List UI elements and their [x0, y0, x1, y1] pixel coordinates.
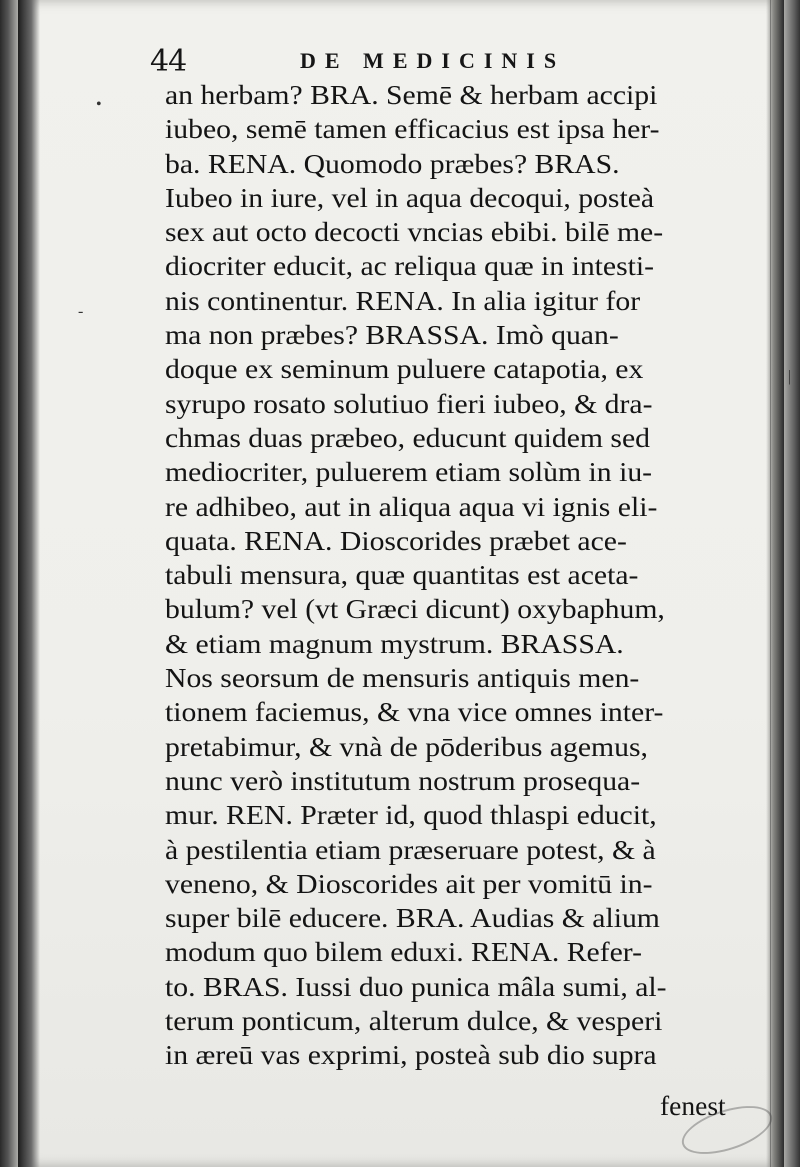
text-line: quata. RENA. Dioscorides præbet ace-	[165, 524, 627, 556]
text-line: ma non præbes? BRASSA. Imò quan-	[165, 319, 619, 351]
text-line: Iubeo in iure, vel in aqua decoqui, posteà	[165, 181, 655, 213]
text-line: mur. REN. Præter id, quod thlaspi educit,	[165, 799, 657, 831]
text-line: & etiam magnum mystrum. BRASSA.	[165, 627, 624, 659]
text-line: an herbam? BRA. Semē & herbam accipi	[165, 79, 658, 110]
margin-dot: -	[78, 303, 84, 320]
text-line: tionem faciemus, & vna vice omnes inter-	[165, 696, 664, 728]
text-line: nis continentur. RENA. In alia igitur for	[165, 284, 641, 316]
body-text	[165, 78, 745, 1073]
text-line: à pestilentia etiam præseruare potest, & à	[165, 833, 656, 865]
next-page-edge	[770, 0, 781, 1167]
text-line: Nos seorsum de mensuris antiquis men-	[165, 662, 640, 694]
text-line: ba. RENA. Quomodo præbes? BRAS.	[165, 147, 620, 179]
text-line: iubeo, semē tamen efficacius est ipsa her-	[165, 113, 660, 145]
text-line: in æreū vas exprimi, posteà sub dio supra	[165, 1039, 657, 1071]
text-line: terum ponticum, alterum dulce, & vesperi	[165, 1005, 663, 1037]
text-line: super bilē educere. BRA. Audias & alium	[165, 902, 660, 934]
margin-tick: |	[788, 368, 792, 385]
catchword: fenest	[660, 1090, 726, 1121]
text-line: modum quo bilem eduxi. RENA. Refer-	[165, 936, 643, 968]
text-line: diocriter educit, ac reliqua quæ in intesti-	[165, 250, 655, 282]
running-title: DE MEDICINIS	[300, 48, 566, 73]
margin-dot: •	[96, 96, 102, 113]
text-line: bulum? vel (vt Græci dicunt) oxybaphum,	[165, 593, 665, 625]
text-line: nunc verò institutum nostrum prosequa-	[165, 764, 641, 796]
text-line: tabuli mensura, quæ quantitas est aceta-	[165, 559, 639, 591]
text-line: to. BRAS. Iussi duo punica mâla sumi, al-	[165, 970, 667, 1002]
gutter-shadow	[18, 0, 40, 1167]
text-line: doque ex seminum puluere catapotia, ex	[165, 353, 644, 385]
page-number: 44	[150, 44, 187, 79]
text-line: veneno, & Dioscorides ait per vomitū in-	[165, 867, 653, 899]
text-line: re adhibeo, aut in aliqua aqua vi ignis eli-	[165, 490, 658, 522]
text-line: chmas duas præbeo, educunt quidem sed	[165, 421, 651, 453]
text-line: mediocriter, puluerem etiam solùm in iu-	[165, 456, 653, 488]
text-line: syrupo rosato solutiuo fieri iubeo, & dra-	[165, 387, 653, 419]
text-line: pretabimur, & vnà de pōderibus agemus,	[165, 730, 648, 762]
text-line: sex aut octo decocti vncias ebibi. bilē me-	[165, 216, 664, 248]
